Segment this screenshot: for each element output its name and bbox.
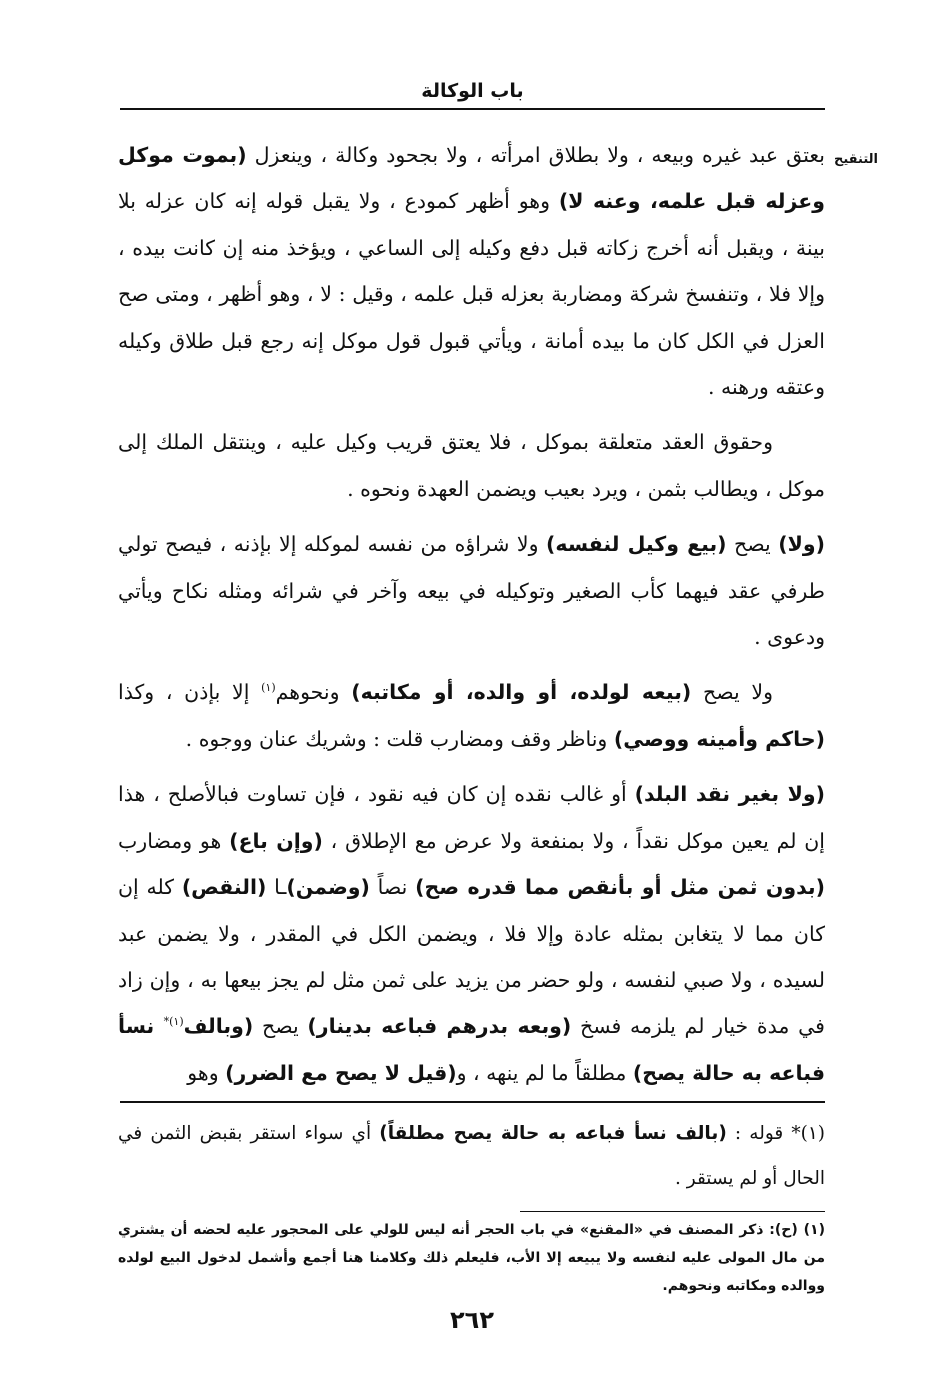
- text-run: وهو أظهر كمودع ، ولا يقبل قوله إنه كان عزله بلا بينة ، ويقبل أنه أخرج زكاته قبل دفع وكيله إلى الساعي ، ويؤخذ منه إن كانت بيده ، وإلا فلا ، وتنفسخ شركة ومضاربة بعزله قبل علمه ، وقيل : لا ، وهو أظهر ، ومتى صح العزل في الكل كان ما بيده أمانة ، ويأتي قبول قول موكل إنه رجع قبل طلاق وكيله وعتقه ورهنه .: [118, 189, 825, 400]
- bold-matn-phrase: (بموت موكل وعزله قبل علمه، وعنه لا): [118, 143, 826, 214]
- text-run: بعتق عبد غيره وبيعه ، ولا بطلاق امرأته ، ولا بجحود وكالة ، وينعزل: [246, 143, 826, 167]
- star-footnote: [118, 1111, 825, 1201]
- bold-matn-phrase: (وإن باع): [229, 828, 323, 853]
- bold-matn-phrase: (النقص): [181, 875, 267, 900]
- bold-matn-phrase: نسأ فباعه به حالة يصح): [118, 1014, 825, 1085]
- text-run: إلا بإذن ، وكذا: [118, 680, 262, 705]
- bold-matn-phrase: (بيع وكيل لنفسه): [546, 532, 727, 557]
- paragraph-2: [118, 419, 825, 512]
- paragraph-1: [118, 132, 825, 410]
- bold-matn-phrase: (وضمن): [286, 875, 370, 900]
- text-run: ولا يصح: [691, 680, 774, 705]
- bold-matn-phrase: (بدون ثمن مثل أو بأنقص مما قدره صح): [415, 875, 825, 900]
- footnote-short-rule: [520, 1211, 825, 1212]
- bold-matn-phrase: (قيل لا يصح مع الضرر): [225, 1060, 457, 1085]
- page-number: ٢٦٢: [450, 1306, 494, 1334]
- text-run: مطلقاً ما لم ينهه ، و: [456, 1060, 633, 1085]
- text-run: (١)* قوله :: [726, 1123, 825, 1144]
- bold-matn-phrase: (وبعه بدرهم فباعه بدينار): [307, 1014, 572, 1039]
- paragraph-5: [118, 771, 825, 1096]
- bold-matn-phrase: (بالف نسأ فباعه به حالة يصح مطلقاً): [379, 1123, 727, 1144]
- footnote-marker: (١)*: [163, 1015, 184, 1029]
- footnote-1: [118, 1216, 825, 1300]
- header-rule: [120, 108, 825, 110]
- text-run: (١) (ح): ذكر المصنف في «المقنع» في باب الحجر أنه ليس للولي على المحجور عليه لحضه أن يشتري من مال المولى عليه لنفسه ولا يبيعه إلا الأب، فليعلم ذلك وكلامنا هنا أجمع وأشمل لدخول البيع لولده ووالده ومكاتبه ونحوهم.: [118, 1222, 825, 1294]
- star-footnote-text: [118, 1111, 825, 1201]
- bold-matn-phrase: (ولا): [778, 532, 825, 557]
- text-run: كله إن كان مما لا يتغابن بمثله عادة وإلا فلا ، ويضمن الكل في المقدر ، ولا يضمن عبد لسيده ، ولا صبي لنفسه ، ولو حضر من يزيد على ثمن مثل لم يجز بيعها به ، وإن زاد في مدة خيار لم يلزمه فسخ: [118, 875, 825, 1039]
- text-run: هو ومضارب: [118, 828, 230, 853]
- paragraph-3: [118, 521, 825, 660]
- text-run: وناظر وقف ومضارب قلت : وشريك عنان ووجوه .: [185, 726, 614, 751]
- bold-matn-phrase: (بيعه لولده، أو والده، أو مكاتبه): [351, 680, 692, 705]
- text-run: ولا شراؤه من نفسه لموكله إلا بإذنه ، فيصح تولي طرفي عقد فيهما كأب الصغير وتوكيله في بيعه وآخر في شرائه ومثله نكاح ويأتي ودعوى .: [118, 532, 825, 650]
- footnote-marker: (١): [261, 681, 276, 695]
- text-run: ـا: [266, 875, 287, 900]
- text-run: وهو: [187, 1060, 226, 1085]
- text-run: أي سواء استقر بقبض الثمن في الحال أو لم يستقر .: [118, 1123, 825, 1189]
- main-text: [118, 132, 825, 1105]
- running-head-title: باب الوكالة: [421, 80, 524, 102]
- text-run: أو غالب نقده إن كان فيه نقود ، فإن تساوت فبالأصلح ، هذا إن لم يعين موكل نقداً ، ولا بمنفعة ولا عرض مع الإطلاق ،: [118, 782, 825, 853]
- text-run: ونحوهم: [275, 680, 352, 705]
- bold-matn-phrase: (وبالف: [183, 1014, 254, 1039]
- text-run: نصاً: [369, 875, 416, 900]
- footnote-1-text: [118, 1216, 825, 1300]
- text-run: يصح: [253, 1014, 308, 1039]
- margin-label: التنقيح: [834, 152, 878, 167]
- text-run: وحقوق العقد متعلقة بموكل ، فلا يعتق قريب وكيل عليه ، وينتقل الملك إلى موكل ، ويطالب بثمن ، ويرد بعيب ويضمن العهدة ونحوه .: [118, 430, 825, 501]
- text-run: يصح: [726, 532, 779, 557]
- footnote-separator: [120, 1101, 825, 1103]
- paragraph-4: [118, 669, 825, 762]
- bold-matn-phrase: (ولا بغير نقد البلد): [634, 782, 825, 807]
- bold-matn-phrase: (حاكم وأمينه ووصي): [613, 726, 825, 751]
